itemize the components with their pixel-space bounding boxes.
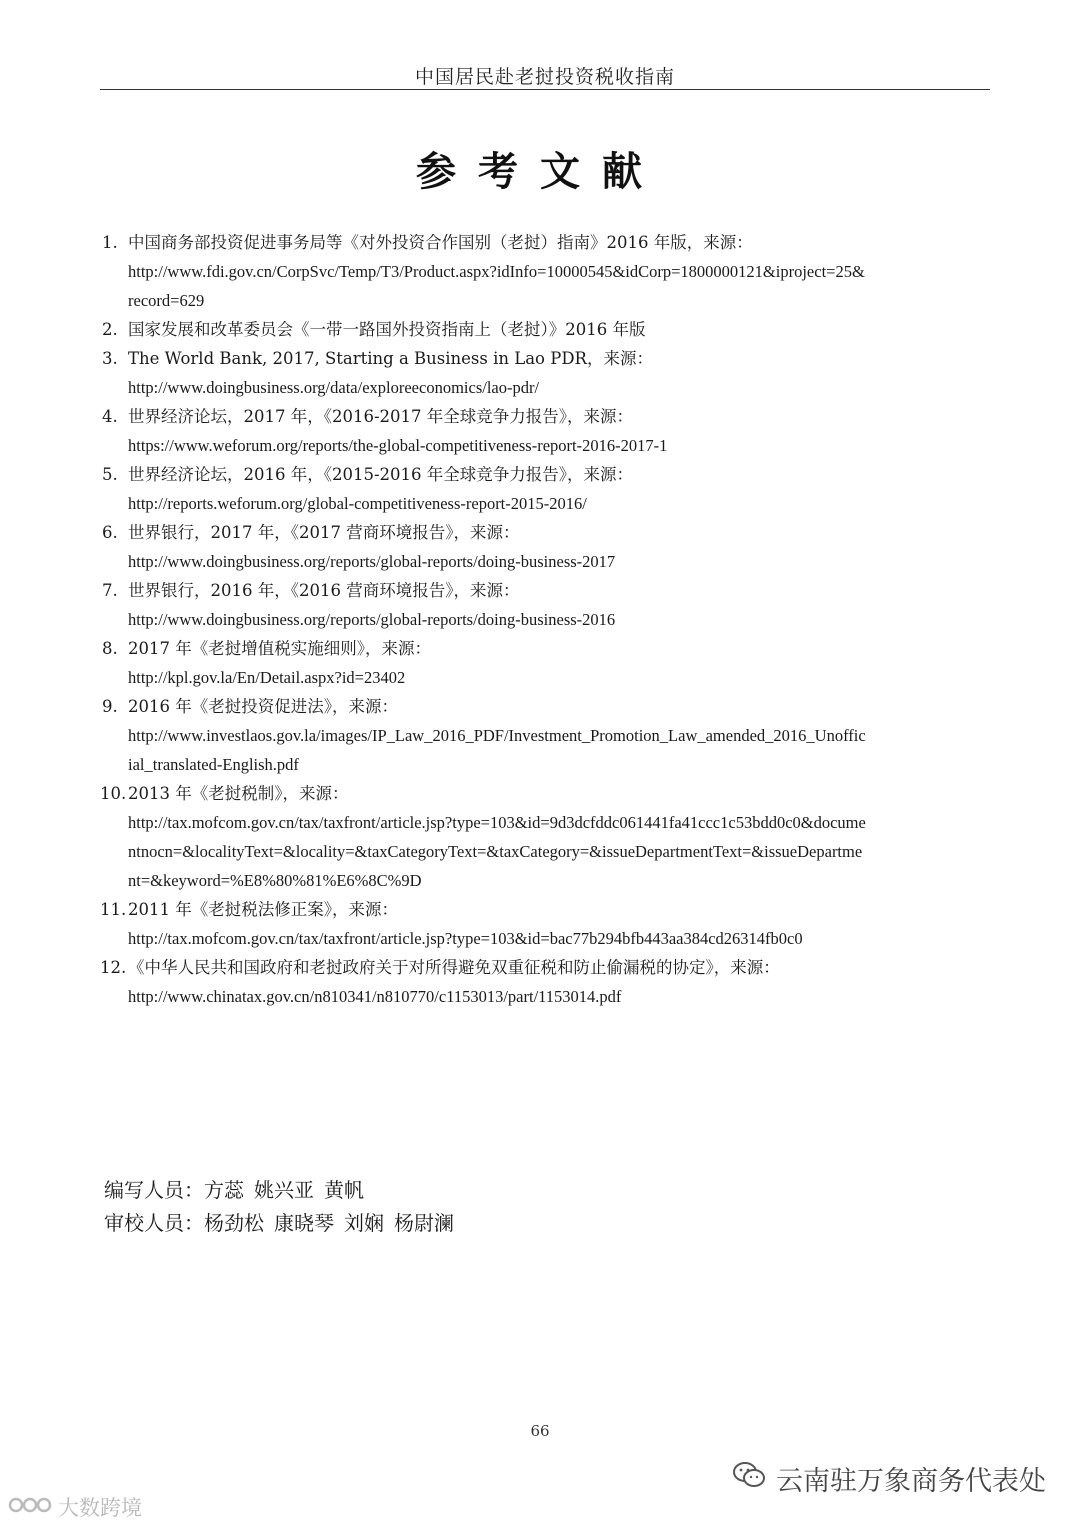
reference-text: 2011 年《老挝税法修正案》，来源： (128, 900, 398, 919)
reference-url: http://www.chinatax.gov.cn/n810341/n810770/c1153013/part/1153014.pdf (128, 987, 622, 1006)
reference-url: http://reports.weforum.org/global-competitiveness-report-2015-2016/ (128, 494, 587, 513)
reference-item (100, 634, 990, 692)
writer-name: 方蕊 (204, 1178, 244, 1202)
reviewer-name: 杨尉澜 (394, 1211, 454, 1235)
reference-url: http://tax.mofcom.gov.cn/tax/taxfront/article.jsp?type=103&id=9d3dcfddc061441fa41ccc1c53bdd0c0&docume (128, 813, 866, 832)
reference-text: 世界经济论坛，2016 年，《2015-2016 年全球竞争力报告》，来源： (128, 465, 634, 484)
reference-url: http://www.doingbusiness.org/reports/global-reports/doing-business-2017 (128, 552, 616, 571)
reference-item (100, 895, 990, 953)
reference-number: 6. (102, 523, 118, 542)
reference-url: http://www.doingbusiness.org/data/exploreeconomics/lao-pdr/ (128, 378, 540, 397)
brand-name: 大数跨境 (58, 1496, 142, 1520)
reviewer-name: 刘娴 (344, 1211, 384, 1235)
writer-name: 黄帆 (324, 1178, 364, 1202)
reviewers-label: 审校人员： (104, 1211, 204, 1235)
reference-item (100, 692, 990, 779)
reviewer-name: 康晓琴 (274, 1211, 334, 1235)
page-title: 参考文献 (416, 149, 664, 195)
reference-list (100, 228, 990, 1011)
reference-item (100, 779, 990, 895)
running-header: 中国居民赴老挝投资税收指南 (414, 66, 675, 88)
reviewers-row (104, 1207, 454, 1240)
reference-number: 3. (102, 349, 118, 368)
reference-text: 世界银行，2017 年，《2017 营商环境报告》，来源： (128, 523, 520, 542)
reference-url: http://tax.mofcom.gov.cn/tax/taxfront/article.jsp?type=103&id=bac77b294bfb443aa384cd26314fb0c0 (128, 929, 803, 948)
wechat-account-name: 云南驻万象商务代表处 (776, 1466, 1046, 1497)
reference-text: 2016 年《老挝投资促进法》，来源： (128, 697, 398, 716)
writers-row (104, 1174, 454, 1207)
reference-text: The World Bank, 2017, Starting a Business in Lao PDR，来源： (128, 349, 653, 368)
reference-item (100, 518, 990, 576)
reference-number: 1. (102, 233, 118, 252)
reference-item (100, 344, 990, 402)
reference-text: 中国商务部投资促进事务局等《对外投资合作国别（老挝）指南》2016 年版，来源： (128, 233, 753, 252)
wechat-icon (732, 1461, 766, 1496)
writers-label: 编写人员： (104, 1178, 204, 1202)
reference-url: record=629 (128, 291, 205, 310)
reference-item (100, 953, 990, 1011)
reference-url: ntnocn=&localityText=&locality=&taxCategoryText=&taxCategory=&issueDepartmentText=&issueDepartme (128, 842, 863, 861)
reference-url: nt=&keyword=%E8%80%81%E6%8C%9D (128, 871, 422, 890)
reference-url: http://www.fdi.gov.cn/CorpSvc/Temp/T3/Product.aspx?idInfo=10000545&idCorp=1800000121&iproject=25& (128, 262, 865, 281)
reference-number: 4. (102, 407, 118, 426)
reference-number: 2. (102, 320, 118, 339)
reference-url: ial_translated-English.pdf (128, 755, 299, 774)
reference-text: 2017 年《老挝增值税实施细则》，来源： (128, 639, 431, 658)
reference-text: 世界银行，2016 年，《2016 营商环境报告》，来源： (128, 581, 520, 600)
wechat-watermark (732, 1459, 1046, 1498)
reference-number: 5. (102, 465, 118, 484)
reference-item (100, 460, 990, 518)
reference-number: 12. (100, 958, 127, 977)
staff-credits (104, 1174, 454, 1240)
page-number: 66 (530, 1422, 550, 1440)
writer-name: 姚兴亚 (254, 1178, 314, 1202)
reference-number: 10. (100, 784, 127, 803)
reference-text: 《中华人民共和国政府和老挝政府关于对所得避免双重征税和防止偷漏税的协定》，来源： (128, 958, 780, 977)
reference-text: 2013 年《老挝税制》，来源： (128, 784, 349, 803)
reference-item (100, 315, 990, 344)
reference-url: https://www.weforum.org/reports/the-global-competitiveness-report-2016-2017-1 (128, 436, 668, 455)
reference-text: 国家发展和改革委员会《一带一路国外投资指南上（老挝）》2016 年版 (128, 320, 646, 339)
brand-watermark (8, 1492, 142, 1522)
reference-url: http://www.doingbusiness.org/reports/global-reports/doing-business-2016 (128, 610, 616, 629)
reference-item (100, 402, 990, 460)
reference-number: 7. (102, 581, 118, 600)
brand-logo-icon (8, 1494, 54, 1521)
reference-item (100, 576, 990, 634)
header-divider (100, 89, 990, 90)
reference-number: 11. (100, 900, 127, 919)
reviewer-name: 杨劲松 (204, 1211, 264, 1235)
reference-number: 8. (102, 639, 118, 658)
reference-url: http://kpl.gov.la/En/Detail.aspx?id=23402 (128, 668, 406, 687)
reference-text: 世界经济论坛，2017 年，《2016-2017 年全球竞争力报告》，来源： (128, 407, 634, 426)
reference-item (100, 228, 990, 315)
reference-number: 9. (102, 697, 118, 716)
reference-url: http://www.investlaos.gov.la/images/IP_Law_2016_PDF/Investment_Promotion_Law_amended_2016_Unoffic (128, 726, 866, 745)
